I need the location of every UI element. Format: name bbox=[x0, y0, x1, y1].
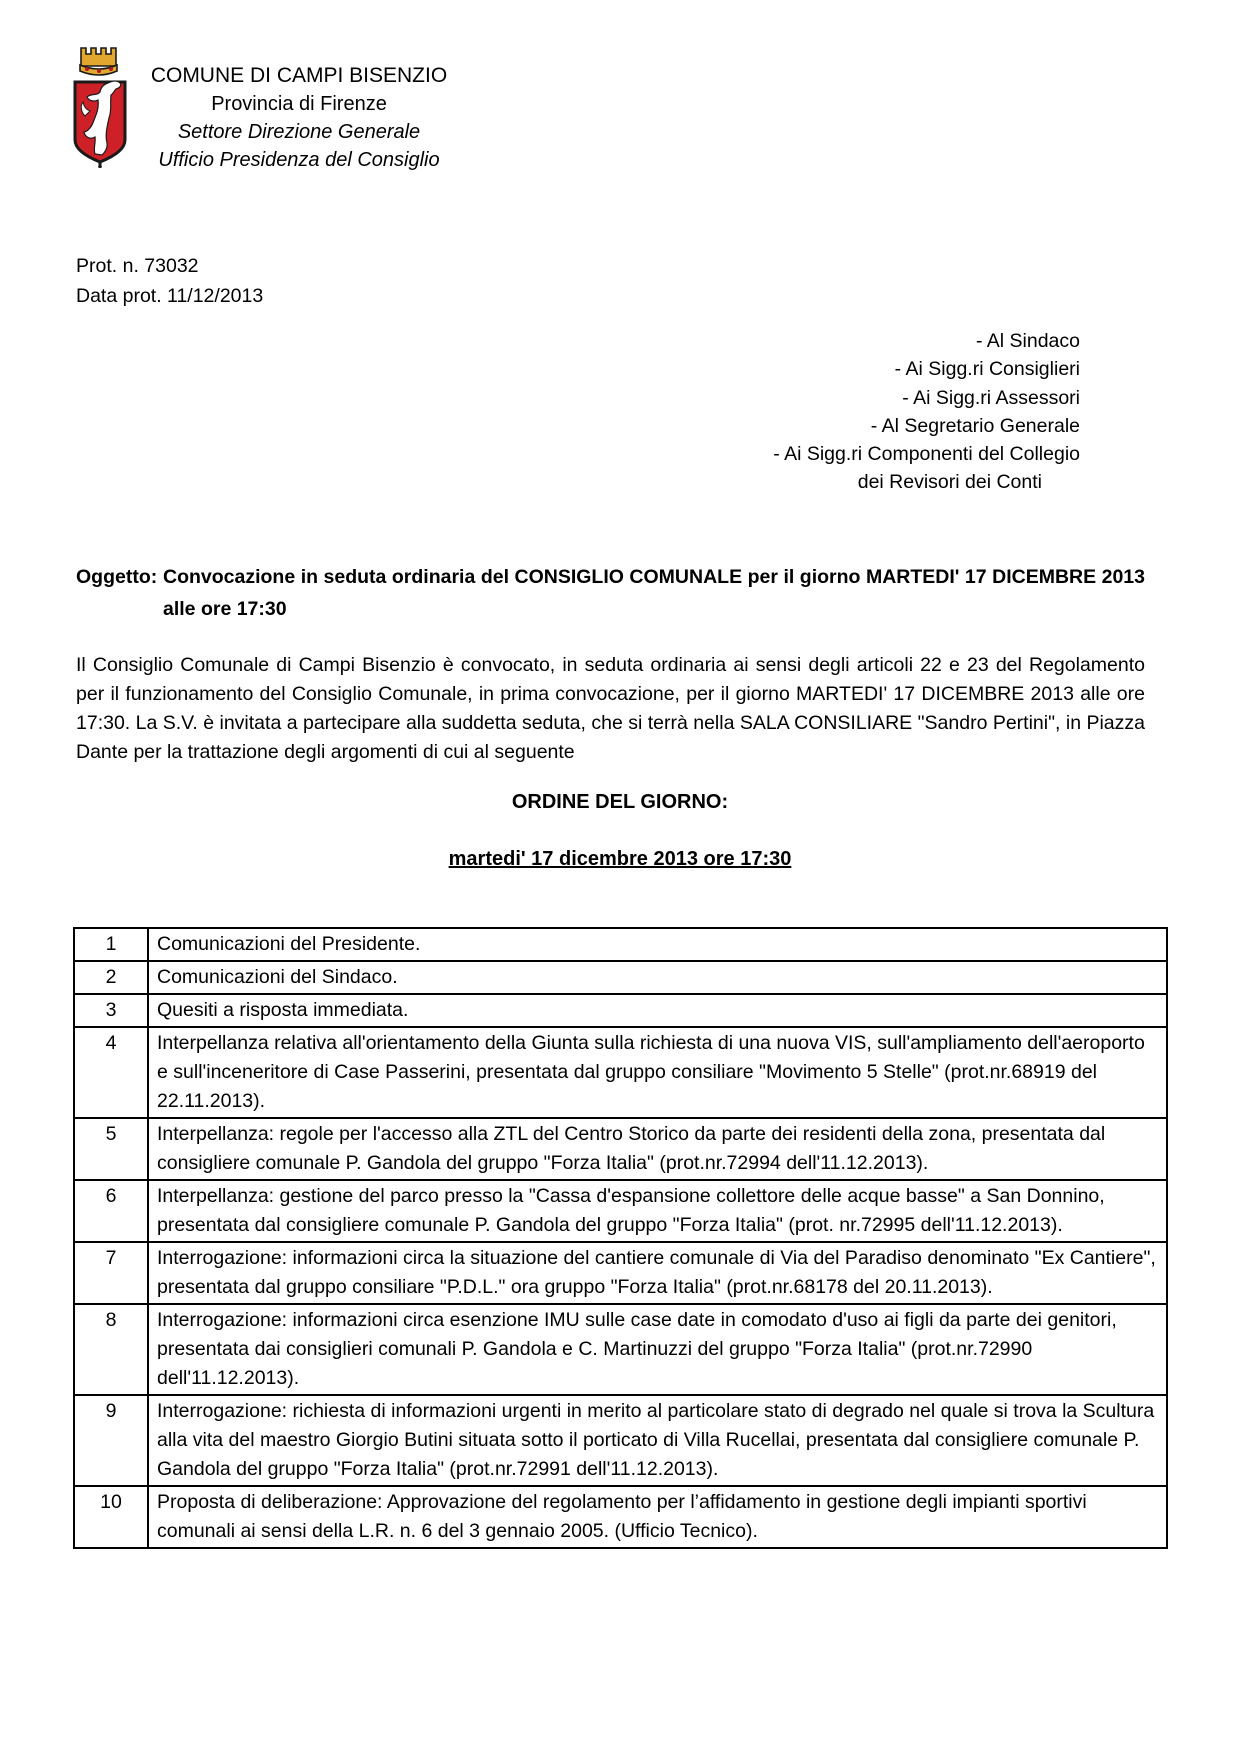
agenda-item-number: 9 bbox=[74, 1395, 148, 1486]
subject-block bbox=[76, 561, 1145, 625]
agenda-item-number: 1 bbox=[74, 928, 148, 961]
agenda-item-number: 6 bbox=[74, 1180, 148, 1242]
agenda-item-text: Interrogazione: informazioni circa la situazione del cantiere comunale di Via del Paradiso denominato "Ex Cantiere", presentata dal gruppo consiliare "P.D.L." ora gruppo "Forza Italia" (prot.nr.68178 del 20.11.2013). bbox=[148, 1242, 1167, 1304]
agenda-item-text: Quesiti a risposta immediata. bbox=[148, 994, 1167, 1027]
agenda-row bbox=[74, 1395, 1167, 1486]
protocol-date: Data prot. 11/12/2013 bbox=[76, 285, 264, 307]
agenda-row bbox=[74, 1180, 1167, 1242]
recipient-line: - Ai Sigg.ri Consiglieri bbox=[894, 358, 1080, 381]
body-paragraph: Il Consiglio Comunale di Campi Bisenzio è convocato, in seduta ordinaria ai sensi degli articoli 22 e 23 del Regolamento per il funzionamento del Consiglio Comunale, in prima convocazione, per il giorno MARTEDI' 17 DICEMBRE 2013 alle ore 17:30. La S.V. è invitata a partecipare alla suddetta seduta, che si terrà nella SALA CONSILIARE "Sandro Pertini", in Piazza Dante per la trattazione degli argomenti di cui al seguente bbox=[76, 653, 1145, 764]
subject-text: Convocazione in seduta ordinaria del CONSIGLIO COMUNALE per il giorno MARTEDI' 17 DICEMBRE 2013 alle ore 17:30 bbox=[163, 565, 1145, 620]
agenda-item-number: 3 bbox=[74, 994, 148, 1027]
municipal-coat-of-arms-icon bbox=[68, 40, 132, 181]
document-header bbox=[68, 0, 1240, 181]
agenda-row bbox=[74, 961, 1167, 994]
agenda-row bbox=[74, 1486, 1167, 1548]
org-office: Ufficio Presidenza del Consiglio bbox=[158, 149, 440, 171]
agenda-item-number: 7 bbox=[74, 1242, 148, 1304]
agenda-item-text: Interrogazione: richiesta di informazioni urgenti in merito al particolare stato di degrado nel quale si trova la Scultura alla vita del maestro Giorgio Butini situata sotto il porticato di Villa Rucellai, presentata dal consigliere comunale P. Gandola del gruppo "Forza Italia" (prot.nr.72991 dell'11.12.2013). bbox=[148, 1395, 1167, 1486]
agenda-item-number: 2 bbox=[74, 961, 148, 994]
org-block bbox=[146, 62, 452, 181]
agenda-item-text: Proposta di deliberazione: Approvazione del regolamento per l’affidamento in gestione degli impianti sportivi comunali ai sensi della L.R. n. 6 del 3 gennaio 2005. (Ufficio Tecnico). bbox=[148, 1486, 1167, 1548]
agenda-row bbox=[74, 1304, 1167, 1395]
agenda-heading: ORDINE DEL GIORNO: bbox=[511, 790, 729, 813]
subject-label: Oggetto: bbox=[76, 565, 158, 588]
crown-icon bbox=[80, 48, 117, 75]
recipient-line: - Al Segretario Generale bbox=[870, 414, 1080, 437]
org-province: Provincia di Firenze bbox=[211, 93, 387, 115]
org-sector: Settore Direzione Generale bbox=[177, 121, 421, 143]
agenda-row bbox=[74, 1027, 1167, 1118]
protocol-number: Prot. n. 73032 bbox=[76, 255, 199, 277]
agenda-item-number: 5 bbox=[74, 1118, 148, 1180]
recipient-line: dei Revisori dei Conti bbox=[857, 471, 1042, 494]
agenda-item-text: Interpellanza: regole per l'accesso alla ZTL del Centro Storico da parte dei residenti della zona, presentata dal consigliere comunale P. Gandola del gruppo "Forza Italia" (prot.nr.72994 dell'11.12.2013). bbox=[148, 1118, 1167, 1180]
agenda-date-heading: martedi' 17 dicembre 2013 ore 17:30 bbox=[448, 847, 792, 870]
recipients-block bbox=[0, 327, 1080, 497]
org-name: COMUNE DI CAMPI BISENZIO bbox=[150, 64, 448, 87]
recipient-line: - Ai Sigg.ri Componenti del Collegio bbox=[773, 443, 1080, 466]
recipient-line: - Ai Sigg.ri Assessori bbox=[902, 386, 1080, 409]
agenda-item-text: Comunicazioni del Presidente. bbox=[148, 928, 1167, 961]
agenda-item-number: 10 bbox=[74, 1486, 148, 1548]
agenda-item-text: Interpellanza: gestione del parco presso la "Cassa d'espansione collettore delle acque basse" a San Donnino, presentata dal consigliere comunale P. Gandola del gruppo "Forza Italia" (prot. nr.72995 dell'11.12.2013). bbox=[148, 1180, 1167, 1242]
agenda-item-text: Interrogazione: informazioni circa esenzione IMU sulle case date in comodato d'uso ai figli da parte dei genitori, presentata dai consiglieri comunali P. Gandola e C. Martinuzzi del gruppo "Forza Italia" (prot.nr.72990 dell'11.12.2013). bbox=[148, 1304, 1167, 1395]
agenda-row bbox=[74, 928, 1167, 961]
recipient-line: - Al Sindaco bbox=[975, 330, 1080, 352]
agenda-row bbox=[74, 994, 1167, 1027]
agenda-item-number: 8 bbox=[74, 1304, 148, 1395]
agenda-table bbox=[73, 927, 1168, 1549]
agenda-item-text: Interpellanza relativa all'orientamento della Giunta sulla richiesta di una nuova VIS, sull'ampliamento dell'aeroporto e sull'inceneritore di Case Passerini, presentata dal gruppo consiliare "Movimento 5 Stelle" (prot.nr.68919 del 22.11.2013). bbox=[148, 1027, 1167, 1118]
agenda-row bbox=[74, 1118, 1167, 1180]
protocol-block bbox=[76, 251, 1240, 311]
agenda-item-number: 4 bbox=[74, 1027, 148, 1118]
agenda-row bbox=[74, 1242, 1167, 1304]
agenda-item-text: Comunicazioni del Sindaco. bbox=[148, 961, 1167, 994]
